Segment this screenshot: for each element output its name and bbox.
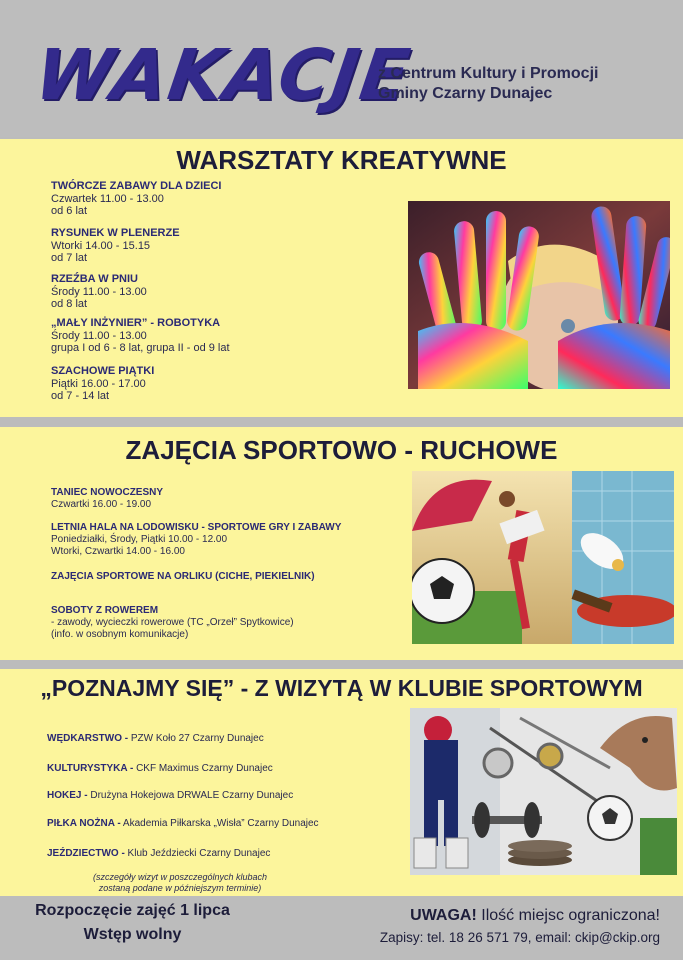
painted-hands-photo (408, 201, 670, 389)
sport-item: TANIEC NOWOCZESNY Czwartki 16.00 - 19.00 (51, 487, 164, 510)
club-item: PIŁKA NOŻNA - Akademia Piłkarska „Wisła” Czarny Dunajec (47, 818, 319, 829)
organizer-line-2: Gminy Czarny Dunajec (378, 85, 553, 102)
workshop-item: TWÓRCZE ZABAWY DLA DZIECI Czwartek 11.00 - 13.00 od 6 lat (51, 180, 222, 217)
contact-info: Zapisy: tel. 18 26 571 79, email: ckip@ckip.org (379, 930, 660, 945)
header (0, 0, 683, 137)
club-item: KULTURYSTYKA - CKF Maximus Czarny Dunajec (47, 763, 273, 774)
start-date: Rozpoczęcie zajęć 1 lipca (35, 902, 230, 919)
sports-collage-photo (412, 471, 674, 644)
free-entry: Wstęp wolny (83, 926, 182, 943)
footer-left (0, 899, 265, 947)
wakacje-logo: WAKACJE (30, 34, 417, 116)
sport-item: ZAJĘCIA SPORTOWE NA ORLIKU (CICHE, PIEKIELNIK) (51, 571, 315, 582)
club-item: HOKEJ - Drużyna Hokejowa DRWALE Czarny Dunajec (47, 790, 294, 801)
section-title: ZAJĘCIA SPORTOWO - RUCHOWE (125, 435, 558, 465)
organizer (378, 64, 598, 104)
workshop-item: „MAŁY INŻYNIER” - ROBOTYKA Środy 11.00 - 13.00 grupa I od 6 - 8 lat, grupa II - od 9 lat (51, 317, 230, 354)
club-item: JEŹDZIECTWO - Klub Jeździecki Czarny Dunajec (47, 848, 271, 859)
workshop-item: SZACHOWE PIĄTKI Piątki 16.00 - 17.00 od 7 - 14 lat (51, 365, 155, 402)
workshop-item: RZEŹBA W PNIU Środy 11.00 - 13.00 od 8 lat (51, 273, 147, 310)
footer-right (340, 905, 660, 949)
organizer-line-1: z Centrum Kultury i Promocji (378, 65, 599, 82)
sport-item: SOBOTY Z ROWEREM - zawody, wycieczki rowerowe (TC „Orzeł” Spytkowice) (info. w osobnym komunikacje) (51, 605, 294, 640)
sports-club-collage-photo (410, 708, 677, 875)
club-visit-note: (szczegóły wizyt w poszczególnych klubach zostaną podane w późniejszym terminie) (92, 872, 268, 893)
workshop-item: RYSUNEK W PLENERZE Wtorki 14.00 - 15.15 od 7 lat (51, 227, 180, 264)
section-title: „POZNAJMY SIĘ” - Z WIZYTĄ W KLUBIE SPORTOWYM (40, 675, 643, 701)
section-sports-activities (0, 427, 683, 660)
section-title: WARSZTATY KREATYWNE (176, 145, 507, 175)
sport-item: LETNIA HALA NA LODOWISKU - SPORTOWE GRY I ZABAWY Poniedziałki, Środy, Piątki 10.00 - 12.00 Wtorki, Czwartki 14.00 - 16.00 (51, 522, 342, 557)
limited-places-warning: UWAGA! Ilość miejsc ograniczona! (410, 907, 660, 924)
section-creative-workshops (0, 139, 683, 417)
section-sports-club-visits (0, 669, 683, 896)
club-item: WĘDKARSTWO - PZW Koło 27 Czarny Dunajec (47, 733, 264, 744)
